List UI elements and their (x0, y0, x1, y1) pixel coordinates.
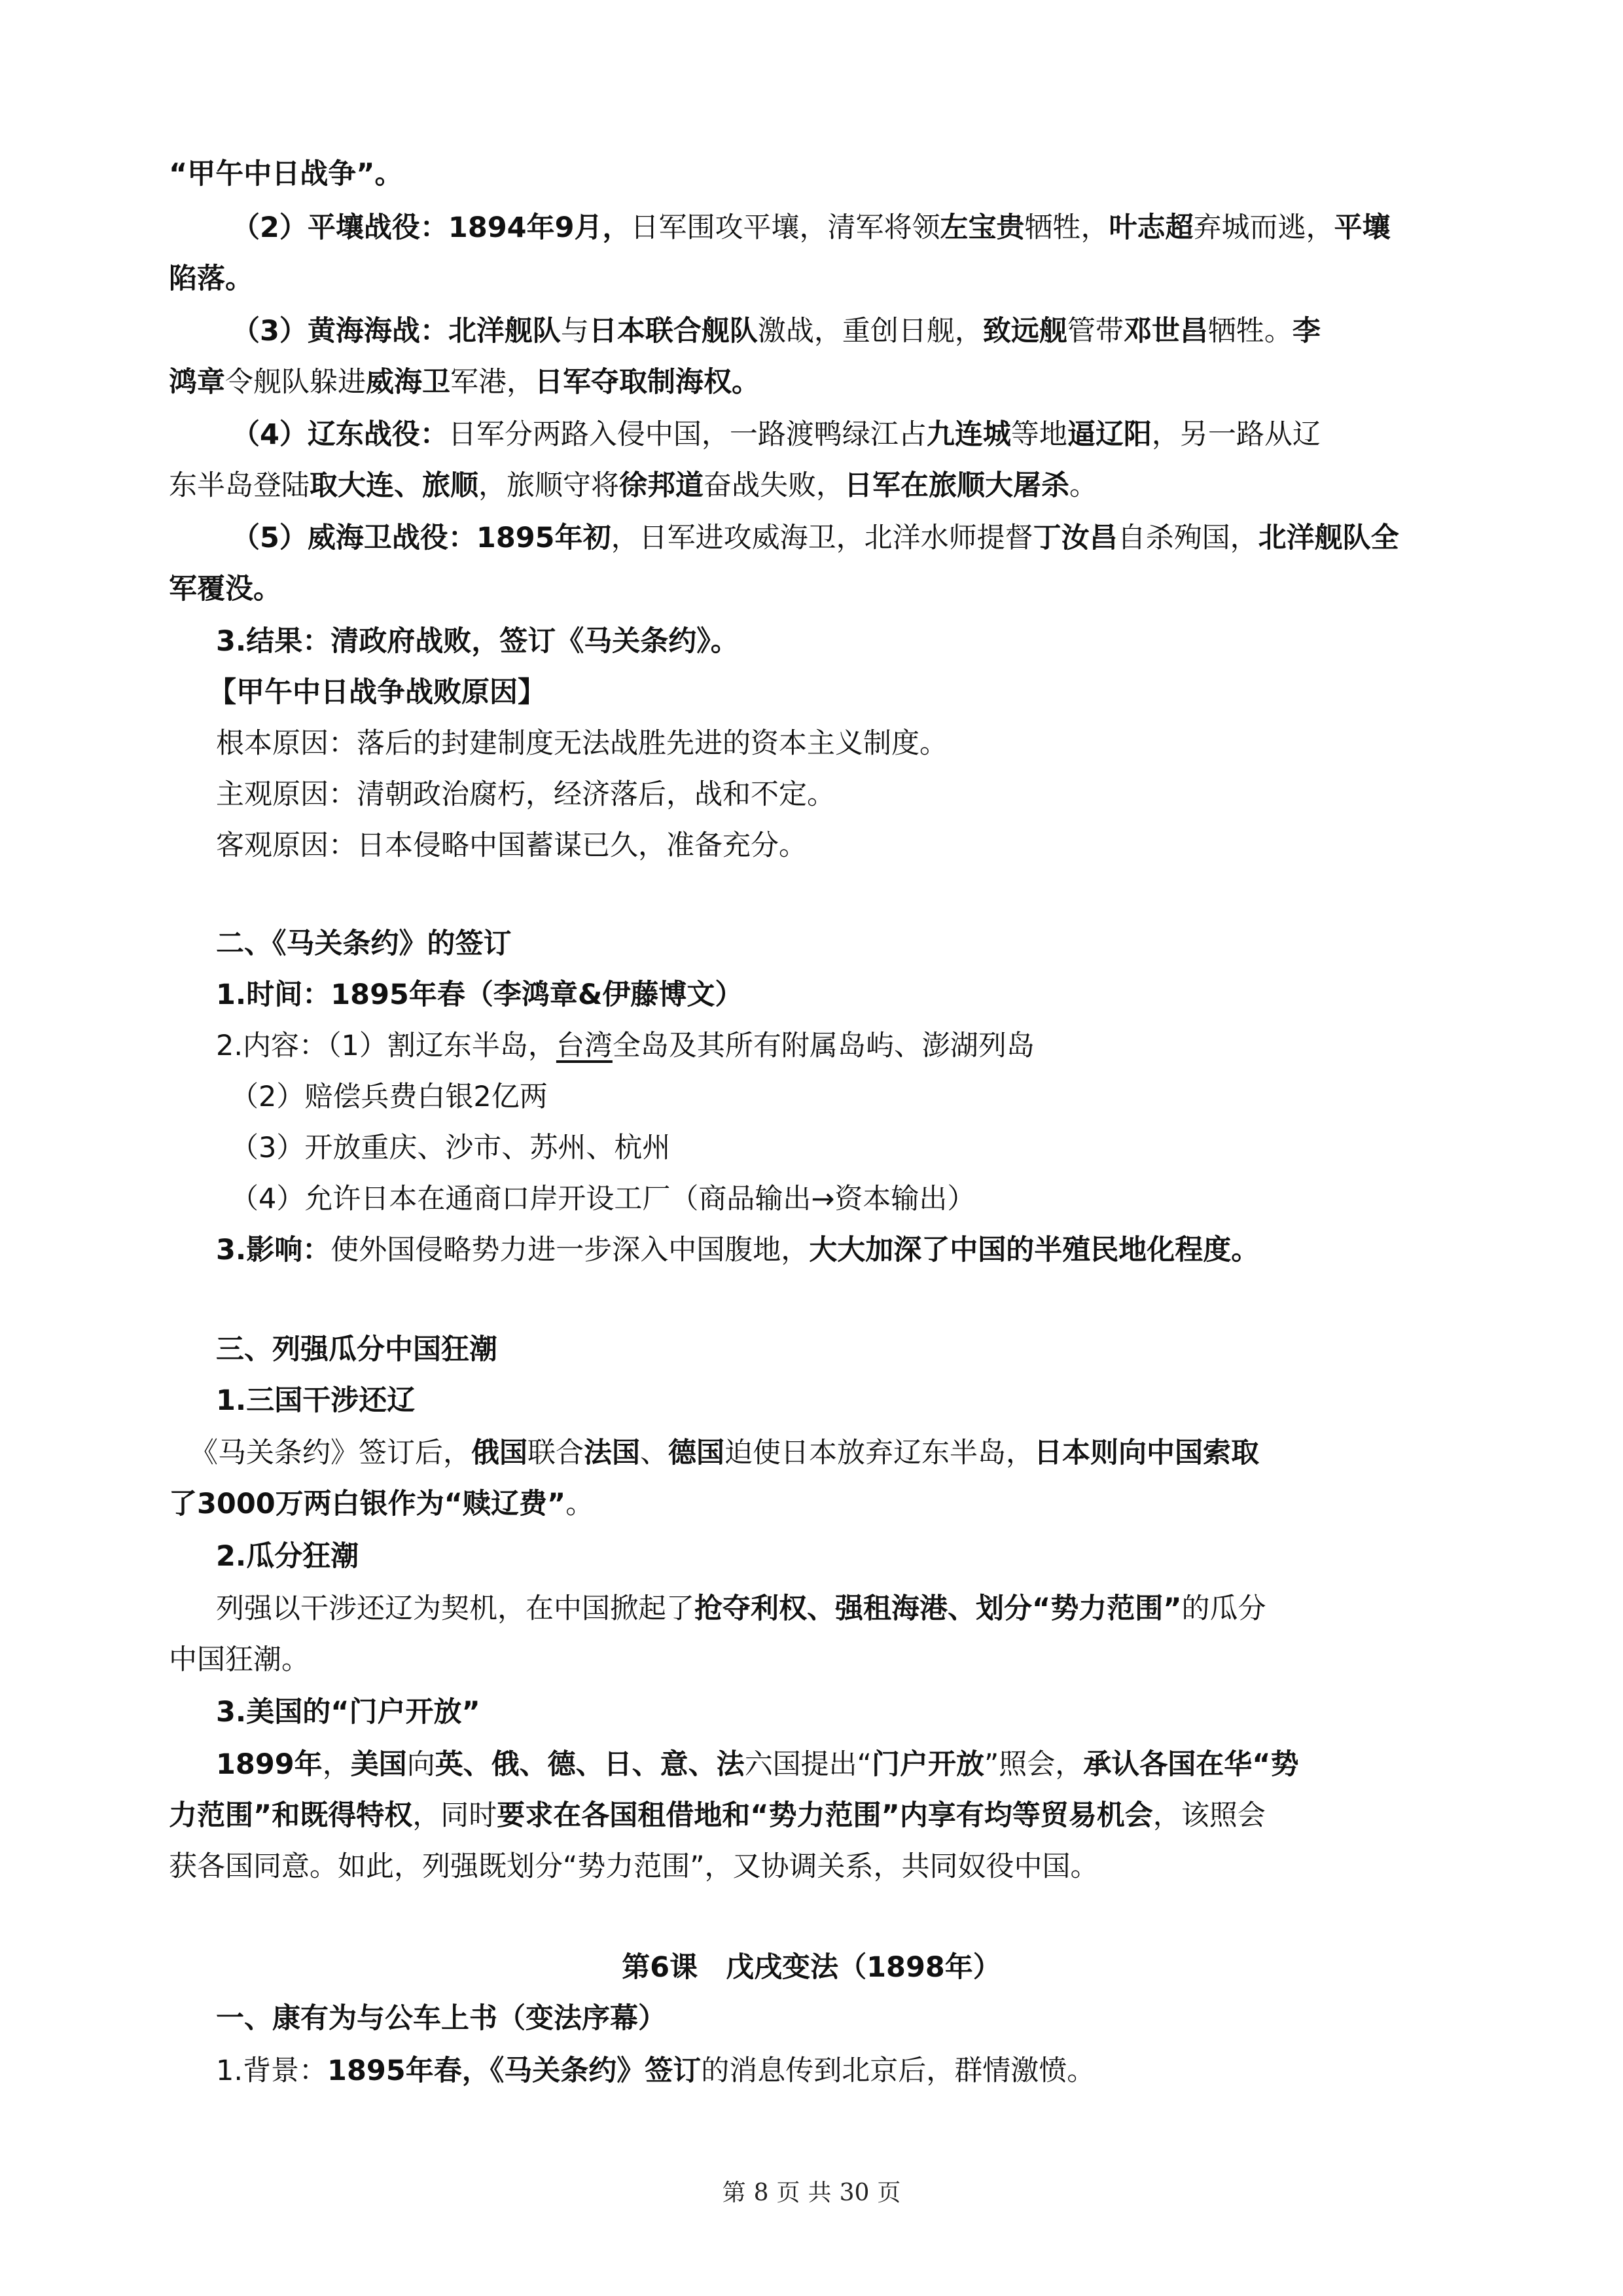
text-line: 鸿章令舰队躲进威海卫军港，日军夺取制海权。 (169, 366, 760, 399)
cause-item: 主观原因：清朝政治腐朽，经济落后，战和不定。 (216, 778, 835, 811)
cause-item: 根本原因：落后的封建制度无法战胜先进的资本主义制度。 (216, 727, 948, 760)
paragraph-liaodong: （4）辽东战役：日军分两路入侵中国，一路渡鸭绿江占九连城等地逼辽阳，另一路从辽 (232, 418, 1321, 451)
taiwan-underlined: 台湾 (556, 1030, 613, 1062)
paragraph-intervention: 《马关条约》签订后，俄国联合法国、德国迫使日本放弃辽东半岛，日本则向中国索取 (190, 1437, 1259, 1469)
text-line: 军覆没。 (169, 573, 281, 605)
paragraph-pingrang: （2）平壤战役：1894年9月，日军围攻平壤，清军将领左宝贵牺牲，叶志超弃城而逃，平壤 (232, 211, 1391, 244)
text-line: 中国狂潮。 (169, 1643, 310, 1676)
paragraph-open-door: 1899年，美国向英、俄、德、日、意、法六国提出“门户开放”照会，承认各国在华“势 (216, 1748, 1299, 1781)
background-line: 1.背景：1895年春，《马关条约》签订的消息传到北京后，群情激愤。 (216, 2054, 1096, 2087)
page-number: 8 (753, 2179, 769, 2206)
treaty-item: （2）赔偿兵费白银2亿两 (230, 1081, 548, 1113)
text-line: 东半岛登陆取大连、旅顺，旅顺守将徐邦道奋战失败，日军在旅顺大屠杀。 (169, 469, 1097, 502)
cause-heading: 【甲午中日战争战败原因】 (208, 676, 546, 709)
lesson-title: 第6课 戊戌变法（1898年） (622, 1951, 1001, 1984)
result-heading: 3.结果：清政府战败，签订《马关条约》。 (216, 625, 739, 658)
page-total: 30 (839, 2179, 870, 2206)
treaty-impact: 3.影响：使外国侵略势力进一步深入中国腹地，大大加深了中国的半殖民地化程度。 (216, 1234, 1260, 1266)
text-line: 力范围”和既得特权，同时要求在各国租借地和“势力范围”内享有均等贸易机会，该照会 (169, 1799, 1266, 1832)
paragraph-huanghai: （3）黄海海战：北洋舰队与日本联合舰队激战，重创日舰，致远舰管带邓世昌牺牲。李 (232, 315, 1321, 348)
subsection-heading: 3.美国的“门户开放” (216, 1696, 480, 1729)
page-footer: 第 8 页 共 30 页 (722, 2179, 901, 2206)
treaty-item: （3）开放重庆、沙市、苏州、杭州 (230, 1132, 671, 1164)
paragraph-weihaiwei: （5）威海卫战役：1895年初，日军进攻威海卫，北洋水师提督丁汝昌自杀殉国，北洋舰队全 (232, 522, 1399, 554)
cause-item: 客观原因：日本侵略中国蓄谋已久，准备充分。 (216, 829, 807, 862)
subsection-heading: 1.三国干涉还辽 (216, 1384, 416, 1417)
section-heading: 三、列强瓜分中国狂潮 (216, 1333, 497, 1366)
text-line: 了3000万两白银作为“赎辽费”。 (169, 1488, 594, 1520)
text-line: 陷落。 (169, 262, 253, 295)
section-heading: 二、《马关条约》的签订 (216, 927, 512, 960)
text-line: “甲午中日战争”。 (169, 158, 403, 190)
text-line: 获各国同意。如此，列强既划分“势力范围”，又协调关系，共同奴役中国。 (169, 1850, 1099, 1883)
treaty-content: 2.内容：（1）割辽东半岛，台湾全岛及其所有附属岛屿、澎湖列岛 (216, 1030, 1035, 1062)
section-heading: 一、康有为与公车上书（变法序幕） (216, 2002, 666, 2035)
subsection-heading: 2.瓜分狂潮 (216, 1540, 359, 1573)
treaty-item: （4）允许日本在通商口岸开设工厂（商品输出→资本输出） (230, 1183, 976, 1215)
treaty-time: 1.时间：1895年春（李鸿章&伊藤博文） (216, 978, 743, 1011)
paragraph-partition: 列强以干涉还辽为契机，在中国掀起了抢夺利权、强租海港、划分“势力范围”的瓜分 (216, 1592, 1266, 1625)
